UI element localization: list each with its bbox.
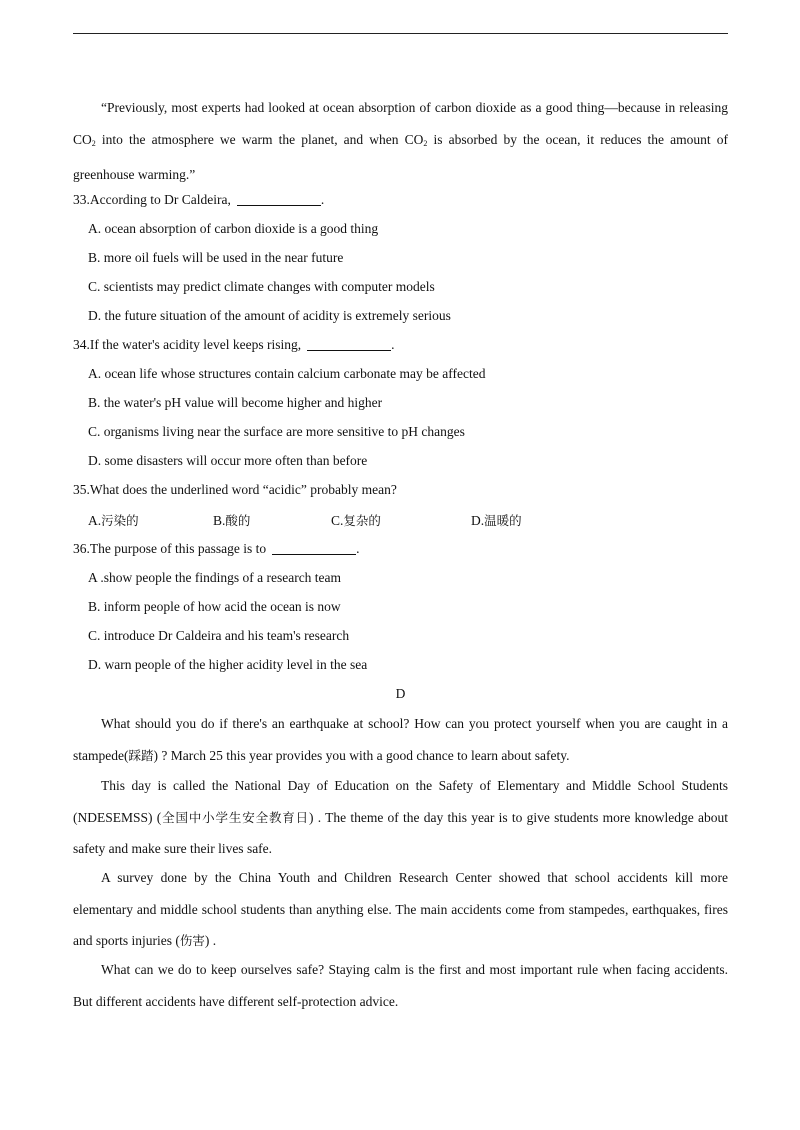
q34-option-b: B. the water's pH value will become higher and higher (88, 395, 383, 410)
answer-blank (272, 542, 356, 555)
q35-option-d: D.温暖的 (471, 513, 522, 528)
passage-paragraph-3: A survey done by the China Youth and Children Research Center showed that school accidents kill more elementary and middle school students than anything else. The main accidents come from stampedes, earthquakes, fires and sports injuries (伤害) . (73, 870, 728, 948)
q33-option-a: A. ocean absorption of carbon dioxide is a good thing (88, 221, 379, 236)
quote-paragraph: “Previously, most experts had looked at ocean absorption of carbon dioxide as a good thing—because in releasing $CO_2$ into the atmosphere we warm the planet, and when $CO_2$ is absorbed by the ocean, it reduces the amount of greenhouse warming.” (73, 100, 729, 182)
section-heading: D (395, 686, 406, 701)
q34-option-d: D. some disasters will occur more often than before (88, 453, 368, 468)
question-34: 34.If the water's acidity level keeps rising, . (73, 337, 395, 352)
q36-option-d: D. warn people of the higher acidity level in the sea (88, 657, 368, 672)
q35-option-a: A.污染的 (88, 513, 139, 528)
q36-option-b: B. inform people of how acid the ocean is now (88, 599, 341, 614)
question-33: 33.According to Dr Caldeira, . (73, 192, 325, 207)
header-rule (73, 33, 728, 34)
passage-paragraph-4: What can we do to keep ourselves safe? Staying calm is the first and most important rule when facing accidents. But different accidents have different self-protection advice. (73, 962, 728, 1009)
q35-option-b: B.酸的 (213, 513, 251, 528)
answer-blank (307, 338, 391, 351)
q34-option-c: C. organisms living near the surface are more sensitive to pH changes (88, 424, 465, 439)
q33-option-c: C. scientists may predict climate changes with computer models (88, 279, 435, 294)
answer-blank (237, 193, 321, 206)
q36-option-a: A .show people the findings of a research team (88, 570, 342, 585)
q33-option-b: B. more oil fuels will be used in the near future (88, 250, 344, 265)
q34-option-a: A. ocean life whose structures contain calcium carbonate may be affected (88, 366, 486, 381)
q36-option-c: C. introduce Dr Caldeira and his team's research (88, 628, 350, 643)
question-36: 36.The purpose of this passage is to . (73, 541, 360, 556)
passage-paragraph-1: What should you do if there's an earthquake at school? How can you protect yourself when you are caught in a stampede(踩踏) ? March 25 this year provides you with a good chance to learn about safety. (73, 716, 728, 763)
q35-option-c: C.复杂的 (331, 513, 381, 528)
passage-paragraph-2: This day is called the National Day of Education on the Safety of Elementary and Middle School Students (NDESEMSS) (全国中小学生安全教育日) . The theme of the day this year is to give students more knowledge about safety and make sure their lives safe. (73, 778, 728, 856)
q33-option-d: D. the future situation of the amount of acidity is extremely serious (88, 308, 451, 323)
question-35: 35.What does the underlined word “acidic” probably mean? (73, 482, 397, 497)
